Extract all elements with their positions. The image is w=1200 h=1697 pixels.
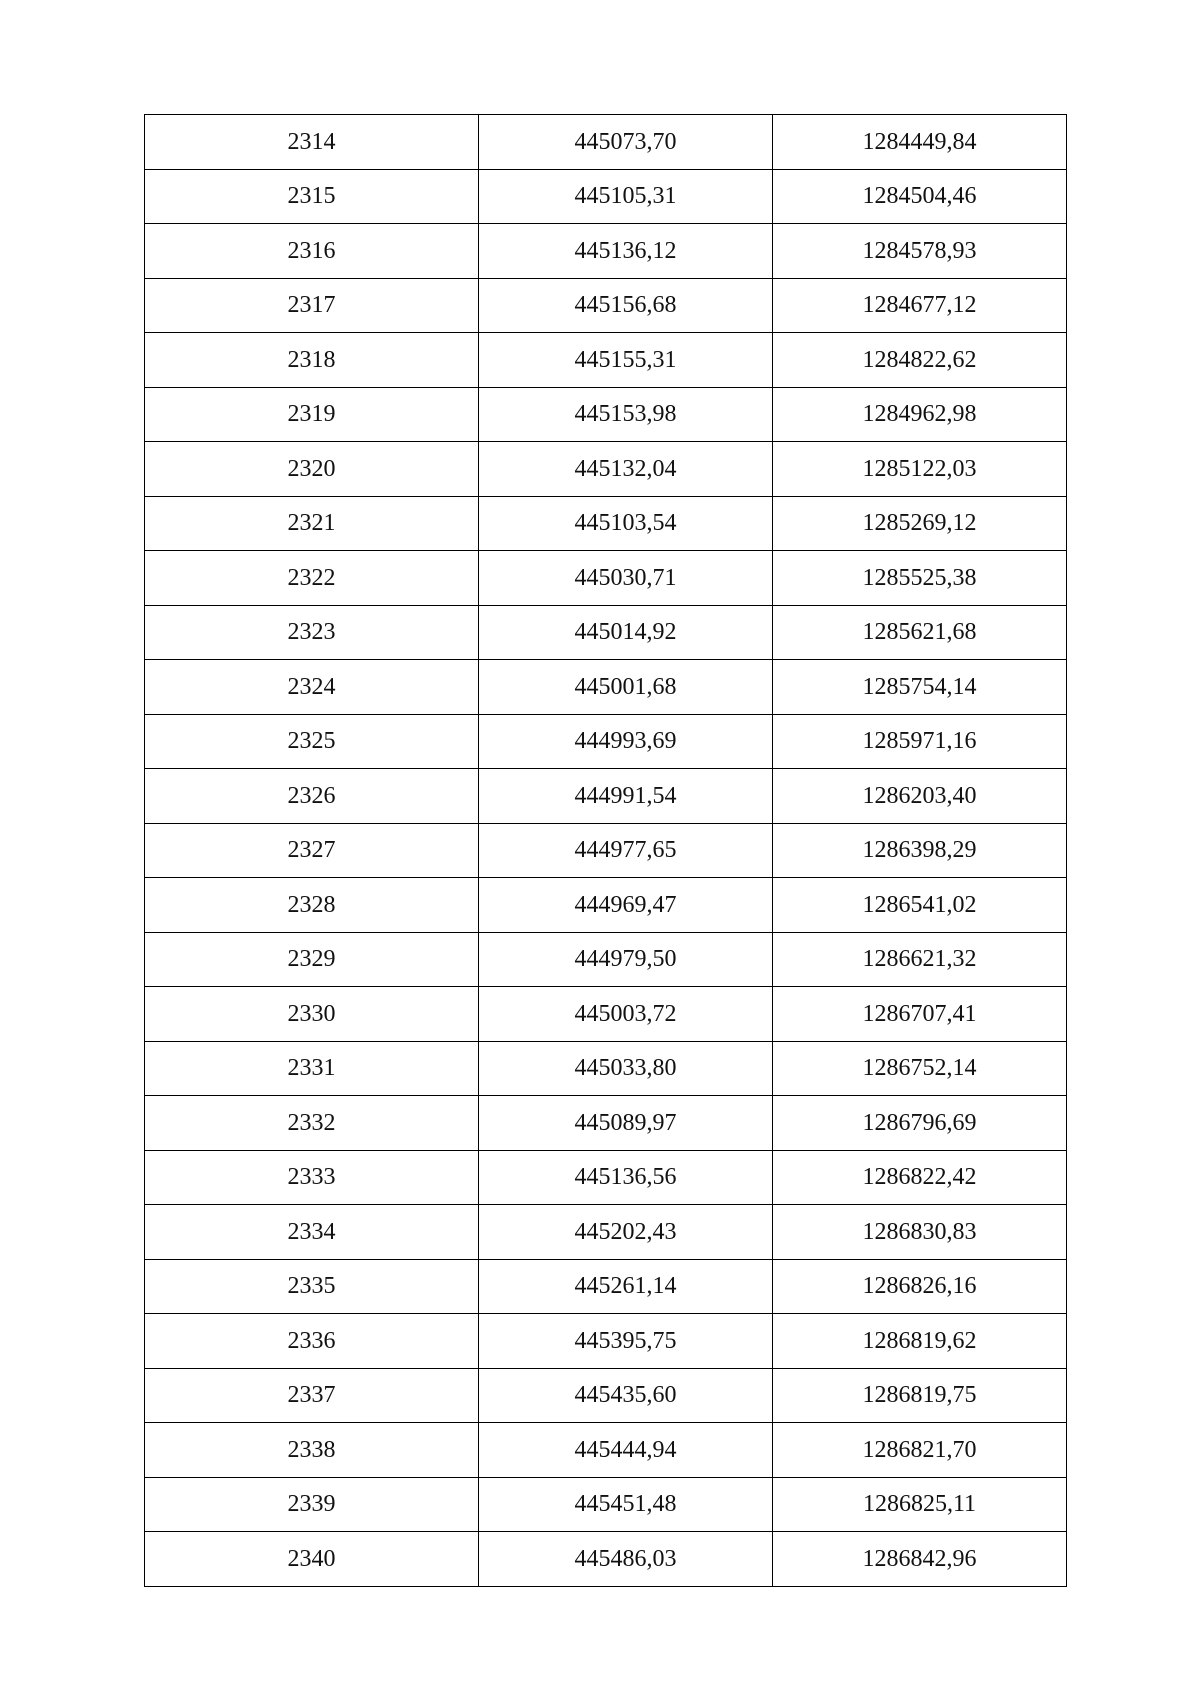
x-coordinate-cell: 444977,65: [479, 823, 773, 878]
point-number-cell: 2327: [145, 823, 479, 878]
x-coordinate-cell: 445136,12: [479, 224, 773, 279]
y-coordinate-cell: 1286541,02: [773, 878, 1067, 933]
y-coordinate-cell: 1286819,75: [773, 1368, 1067, 1423]
table-row: [145, 387, 1067, 442]
y-coordinate-cell: 1286842,96: [773, 1532, 1067, 1587]
x-coordinate-cell: 445105,31: [479, 169, 773, 224]
point-number-cell: 2328: [145, 878, 479, 933]
y-coordinate-cell: 1285621,68: [773, 605, 1067, 660]
x-coordinate-cell: 445435,60: [479, 1368, 773, 1423]
table-row: [145, 878, 1067, 933]
point-number-cell: 2323: [145, 605, 479, 660]
table-row: [145, 714, 1067, 769]
point-number-cell: 2318: [145, 333, 479, 388]
y-coordinate-cell: 1286821,70: [773, 1423, 1067, 1478]
point-number-cell: 2337: [145, 1368, 479, 1423]
x-coordinate-cell: 444993,69: [479, 714, 773, 769]
y-coordinate-cell: 1284822,62: [773, 333, 1067, 388]
y-coordinate-cell: 1286825,11: [773, 1477, 1067, 1532]
y-coordinate-cell: 1286752,14: [773, 1041, 1067, 1096]
point-number-cell: 2338: [145, 1423, 479, 1478]
table-row: [145, 1259, 1067, 1314]
point-number-cell: 2325: [145, 714, 479, 769]
table-row: [145, 442, 1067, 497]
table-row: [145, 496, 1067, 551]
x-coordinate-cell: 445155,31: [479, 333, 773, 388]
table-row: [145, 224, 1067, 279]
x-coordinate-cell: 445486,03: [479, 1532, 773, 1587]
table-row: [145, 1041, 1067, 1096]
x-coordinate-cell: 445132,04: [479, 442, 773, 497]
table-row: [145, 1314, 1067, 1369]
table-row: [145, 115, 1067, 170]
y-coordinate-cell: 1286621,32: [773, 932, 1067, 987]
y-coordinate-cell: 1285122,03: [773, 442, 1067, 497]
point-number-cell: 2332: [145, 1096, 479, 1151]
table-row: [145, 278, 1067, 333]
point-number-cell: 2330: [145, 987, 479, 1042]
y-coordinate-cell: 1286398,29: [773, 823, 1067, 878]
y-coordinate-cell: 1284578,93: [773, 224, 1067, 279]
point-number-cell: 2320: [145, 442, 479, 497]
x-coordinate-cell: 445153,98: [479, 387, 773, 442]
point-number-cell: 2334: [145, 1205, 479, 1260]
table-row: [145, 1150, 1067, 1205]
x-coordinate-cell: 444979,50: [479, 932, 773, 987]
point-number-cell: 2333: [145, 1150, 479, 1205]
x-coordinate-cell: 444969,47: [479, 878, 773, 933]
point-number-cell: 2321: [145, 496, 479, 551]
y-coordinate-cell: 1284449,84: [773, 115, 1067, 170]
table-row: [145, 1096, 1067, 1151]
point-number-cell: 2335: [145, 1259, 479, 1314]
y-coordinate-cell: 1286819,62: [773, 1314, 1067, 1369]
table-row: [145, 987, 1067, 1042]
x-coordinate-cell: 445073,70: [479, 115, 773, 170]
y-coordinate-cell: 1286822,42: [773, 1150, 1067, 1205]
point-number-cell: 2339: [145, 1477, 479, 1532]
x-coordinate-cell: 445003,72: [479, 987, 773, 1042]
table-row: [145, 333, 1067, 388]
table-row: [145, 605, 1067, 660]
y-coordinate-cell: 1285525,38: [773, 551, 1067, 606]
table-row: [145, 660, 1067, 715]
point-number-cell: 2329: [145, 932, 479, 987]
x-coordinate-cell: 445014,92: [479, 605, 773, 660]
x-coordinate-cell: 445033,80: [479, 1041, 773, 1096]
x-coordinate-cell: 445001,68: [479, 660, 773, 715]
point-number-cell: 2322: [145, 551, 479, 606]
coordinates-table: [144, 114, 1067, 1587]
y-coordinate-cell: 1285754,14: [773, 660, 1067, 715]
table-row: [145, 1477, 1067, 1532]
x-coordinate-cell: 445156,68: [479, 278, 773, 333]
point-number-cell: 2315: [145, 169, 479, 224]
y-coordinate-cell: 1285269,12: [773, 496, 1067, 551]
y-coordinate-cell: 1284504,46: [773, 169, 1067, 224]
table-row: [145, 1532, 1067, 1587]
table-row: [145, 1205, 1067, 1260]
point-number-cell: 2319: [145, 387, 479, 442]
table-row: [145, 169, 1067, 224]
y-coordinate-cell: 1286203,40: [773, 769, 1067, 824]
y-coordinate-cell: 1285971,16: [773, 714, 1067, 769]
point-number-cell: 2340: [145, 1532, 479, 1587]
x-coordinate-cell: 445395,75: [479, 1314, 773, 1369]
table-row: [145, 1368, 1067, 1423]
x-coordinate-cell: 445089,97: [479, 1096, 773, 1151]
y-coordinate-cell: 1284677,12: [773, 278, 1067, 333]
x-coordinate-cell: 445136,56: [479, 1150, 773, 1205]
table-row: [145, 1423, 1067, 1478]
y-coordinate-cell: 1286707,41: [773, 987, 1067, 1042]
point-number-cell: 2336: [145, 1314, 479, 1369]
x-coordinate-cell: 445202,43: [479, 1205, 773, 1260]
x-coordinate-cell: 445103,54: [479, 496, 773, 551]
table-row: [145, 932, 1067, 987]
point-number-cell: 2314: [145, 115, 479, 170]
table-row: [145, 551, 1067, 606]
x-coordinate-cell: 445451,48: [479, 1477, 773, 1532]
y-coordinate-cell: 1286796,69: [773, 1096, 1067, 1151]
x-coordinate-cell: 444991,54: [479, 769, 773, 824]
coordinates-table-body: [145, 115, 1067, 1587]
y-coordinate-cell: 1284962,98: [773, 387, 1067, 442]
point-number-cell: 2317: [145, 278, 479, 333]
y-coordinate-cell: 1286826,16: [773, 1259, 1067, 1314]
point-number-cell: 2331: [145, 1041, 479, 1096]
x-coordinate-cell: 445030,71: [479, 551, 773, 606]
y-coordinate-cell: 1286830,83: [773, 1205, 1067, 1260]
x-coordinate-cell: 445444,94: [479, 1423, 773, 1478]
x-coordinate-cell: 445261,14: [479, 1259, 773, 1314]
point-number-cell: 2316: [145, 224, 479, 279]
table-row: [145, 769, 1067, 824]
point-number-cell: 2326: [145, 769, 479, 824]
point-number-cell: 2324: [145, 660, 479, 715]
table-row: [145, 823, 1067, 878]
